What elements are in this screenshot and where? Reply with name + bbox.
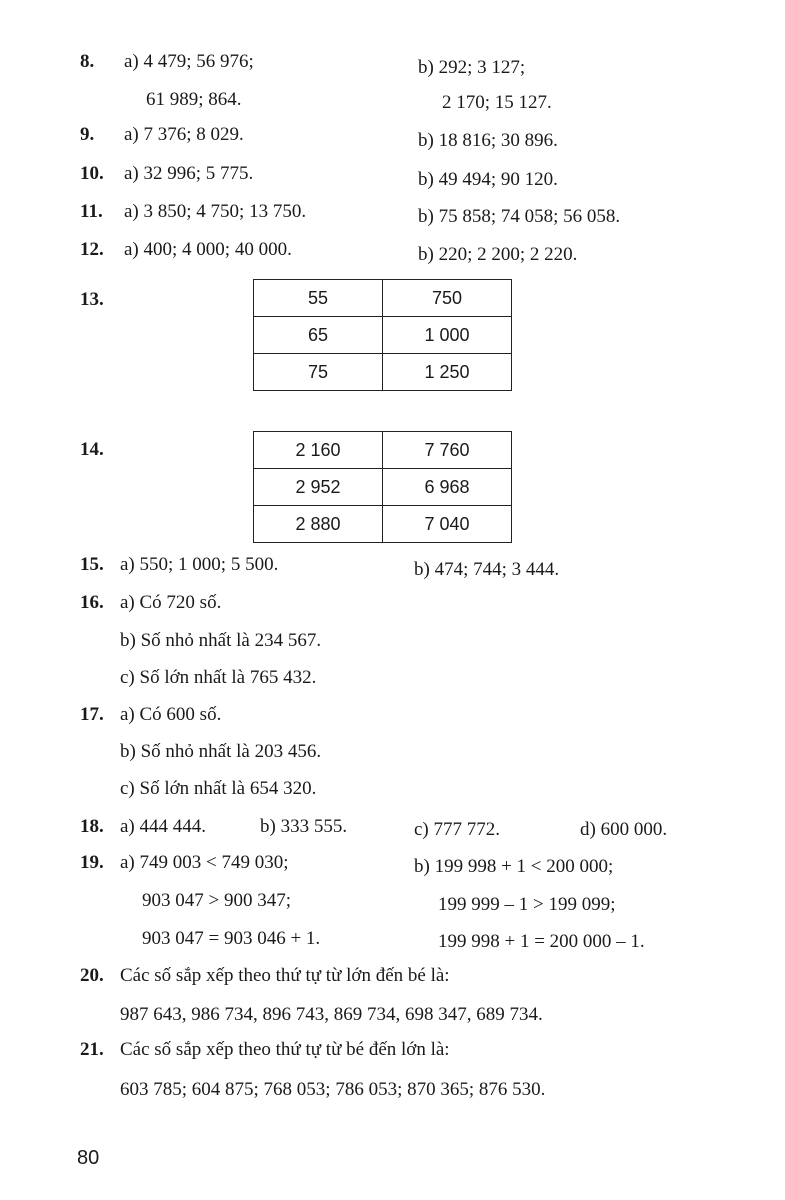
table-cell: 2 880 [254, 506, 383, 543]
q10-number: 10. [80, 163, 104, 184]
q19-a-line3: 903 047 = 903 046 + 1. [142, 928, 321, 949]
q17-number: 17. [80, 704, 104, 725]
q15-a: a) 550; 1 000; 5 500. [120, 554, 279, 575]
q20-text: Các số sắp xếp theo thứ tự từ lớn đến bé là: [120, 965, 450, 986]
q21-text: Các số sắp xếp theo thứ tự từ bé đến lớn là: [120, 1039, 450, 1060]
q18-b: b) 333 555. [260, 816, 348, 837]
q16-b: b) Số nhỏ nhất là 234 567. [120, 630, 322, 651]
q9-b: b) 18 816; 30 896. [418, 130, 558, 151]
q18-d: d) 600 000. [580, 819, 668, 840]
table-cell: 1 000 [383, 317, 512, 354]
table-cell: 6 968 [383, 469, 512, 506]
table-row [254, 469, 512, 506]
page-number: 80 [77, 1147, 100, 1169]
q16-a: a) Có 720 số. [120, 592, 222, 613]
q16-c: c) Số lớn nhất là 765 432. [120, 667, 317, 688]
q9-a: a) 7 376; 8 029. [124, 124, 244, 145]
q8-b-line1: b) 292; 3 127; [418, 57, 526, 78]
table-row [254, 432, 512, 469]
q20-number: 20. [80, 965, 104, 986]
q11-number: 11. [80, 201, 103, 222]
q21-list: 603 785; 604 875; 768 053; 786 053; 870 365; 876 530. [120, 1079, 546, 1100]
q13-table [253, 279, 512, 391]
table-row [254, 280, 512, 317]
q12-b: b) 220; 2 200; 2 220. [418, 244, 578, 265]
table-row [254, 354, 512, 391]
q9-number: 9. [80, 124, 95, 145]
q11-a: a) 3 850; 4 750; 13 750. [124, 201, 307, 222]
q18-number: 18. [80, 816, 104, 837]
q8-a-line1: a) 4 479; 56 976; [124, 51, 254, 72]
table-cell: 2 160 [254, 432, 383, 469]
q13-number: 13. [80, 289, 104, 310]
q17-b: b) Số nhỏ nhất là 203 456. [120, 741, 322, 762]
q18-c: c) 777 772. [414, 819, 501, 840]
q12-a: a) 400; 4 000; 40 000. [124, 239, 292, 260]
table-cell: 7 040 [383, 506, 512, 543]
table-cell: 55 [254, 280, 383, 317]
q11-b: b) 75 858; 74 058; 56 058. [418, 206, 621, 227]
q17-a: a) Có 600 số. [120, 704, 222, 725]
q19-a-line1: a) 749 003 < 749 030; [120, 852, 289, 873]
q8-b-line2: 2 170; 15 127. [442, 92, 552, 113]
q14-number: 14. [80, 439, 104, 460]
q12-number: 12. [80, 239, 104, 260]
q8-a-line2: 61 989; 864. [146, 89, 242, 110]
q14-table [253, 431, 512, 543]
q17-c: c) Số lớn nhất là 654 320. [120, 778, 317, 799]
table-cell: 2 952 [254, 469, 383, 506]
q18-a: a) 444 444. [120, 816, 207, 837]
table-cell: 1 250 [383, 354, 512, 391]
q8-number: 8. [80, 51, 95, 72]
q19-number: 19. [80, 852, 104, 873]
table-row [254, 506, 512, 543]
table-cell: 75 [254, 354, 383, 391]
q19-b-line1: b) 199 998 + 1 < 200 000; [414, 856, 614, 877]
table-cell: 750 [383, 280, 512, 317]
table-cell: 65 [254, 317, 383, 354]
table-row [254, 317, 512, 354]
q19-b-line2: 199 999 – 1 > 199 099; [438, 894, 616, 915]
table-cell: 7 760 [383, 432, 512, 469]
q21-number: 21. [80, 1039, 104, 1060]
q10-b: b) 49 494; 90 120. [418, 169, 558, 190]
q15-b: b) 474; 744; 3 444. [414, 559, 560, 580]
q15-number: 15. [80, 554, 104, 575]
q19-b-line3: 199 998 + 1 = 200 000 – 1. [438, 931, 645, 952]
q16-number: 16. [80, 592, 104, 613]
q10-a: a) 32 996; 5 775. [124, 163, 254, 184]
q19-a-line2: 903 047 > 900 347; [142, 890, 291, 911]
q20-list: 987 643, 986 734, 896 743, 869 734, 698 347, 689 734. [120, 1004, 543, 1025]
